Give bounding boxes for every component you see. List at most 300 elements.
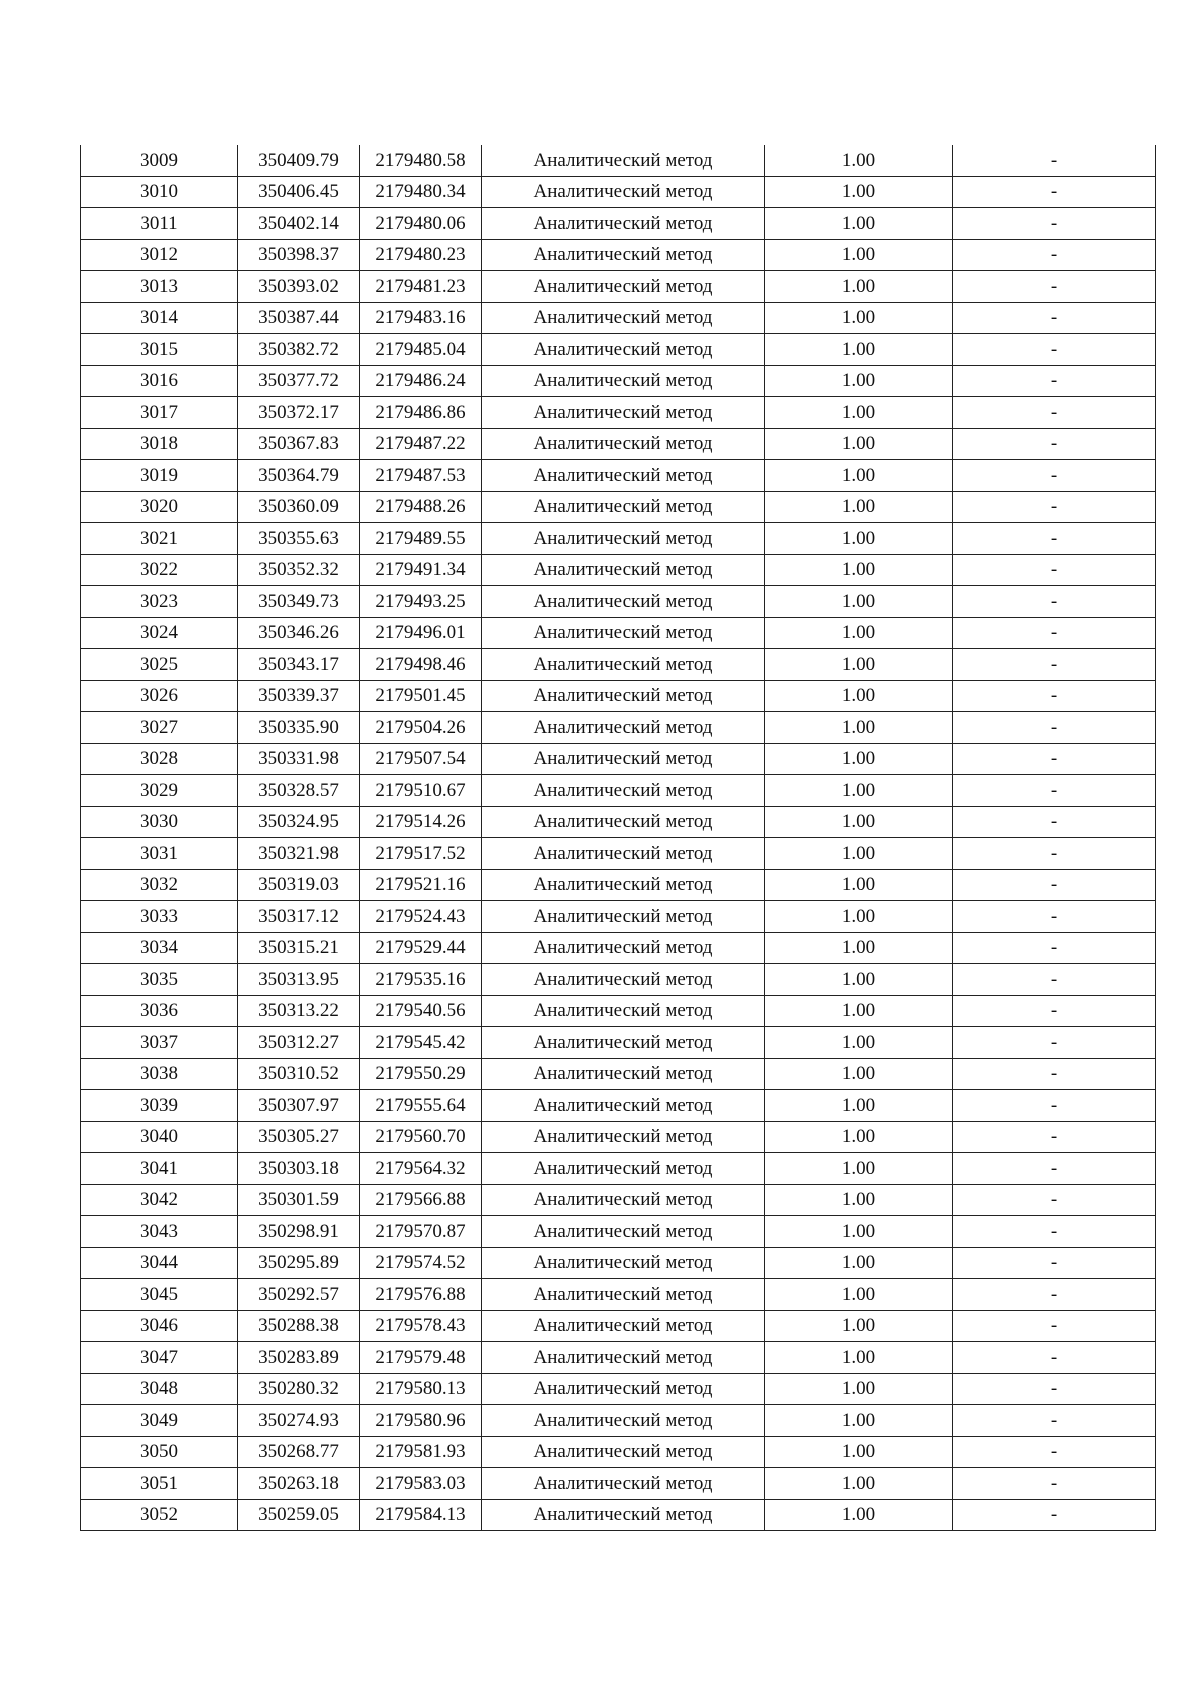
method-cell: Аналитический метод (482, 680, 765, 712)
y-coordinate-cell: 2179574.52 (360, 1247, 482, 1279)
note-cell: - (953, 271, 1156, 303)
table-row (81, 554, 1156, 586)
table-row (81, 838, 1156, 870)
y-coordinate-cell: 2179489.55 (360, 523, 482, 555)
y-coordinate-cell: 2179579.48 (360, 1342, 482, 1374)
table-row (81, 680, 1156, 712)
point-number-cell: 3039 (81, 1090, 238, 1122)
table-row (81, 491, 1156, 523)
method-cell: Аналитический метод (482, 302, 765, 334)
point-number-cell: 3032 (81, 869, 238, 901)
accuracy-cell: 1.00 (765, 712, 953, 744)
accuracy-cell: 1.00 (765, 1499, 953, 1531)
point-number-cell: 3029 (81, 775, 238, 807)
point-number-cell: 3030 (81, 806, 238, 838)
x-coordinate-cell: 350339.37 (238, 680, 360, 712)
table-row (81, 1153, 1156, 1185)
method-cell: Аналитический метод (482, 964, 765, 996)
method-cell: Аналитический метод (482, 1153, 765, 1185)
method-cell: Аналитический метод (482, 1342, 765, 1374)
note-cell: - (953, 397, 1156, 429)
y-coordinate-cell: 2179498.46 (360, 649, 482, 681)
y-coordinate-cell: 2179485.04 (360, 334, 482, 366)
note-cell: - (953, 586, 1156, 618)
point-number-cell: 3047 (81, 1342, 238, 1374)
y-coordinate-cell: 2179521.16 (360, 869, 482, 901)
y-coordinate-cell: 2179580.13 (360, 1373, 482, 1405)
method-cell: Аналитический метод (482, 145, 765, 176)
accuracy-cell: 1.00 (765, 1184, 953, 1216)
y-coordinate-cell: 2179491.34 (360, 554, 482, 586)
table-row (81, 1027, 1156, 1059)
table-row (81, 271, 1156, 303)
table-row (81, 1058, 1156, 1090)
method-cell: Аналитический метод (482, 176, 765, 208)
point-number-cell: 3031 (81, 838, 238, 870)
x-coordinate-cell: 350312.27 (238, 1027, 360, 1059)
table-row (81, 1468, 1156, 1500)
y-coordinate-cell: 2179540.56 (360, 995, 482, 1027)
accuracy-cell: 1.00 (765, 869, 953, 901)
x-coordinate-cell: 350307.97 (238, 1090, 360, 1122)
table-row (81, 1216, 1156, 1248)
y-coordinate-cell: 2179480.58 (360, 145, 482, 176)
table-row (81, 1121, 1156, 1153)
method-cell: Аналитический метод (482, 460, 765, 492)
x-coordinate-cell: 350324.95 (238, 806, 360, 838)
note-cell: - (953, 1405, 1156, 1437)
note-cell: - (953, 302, 1156, 334)
method-cell: Аналитический метод (482, 649, 765, 681)
note-cell: - (953, 712, 1156, 744)
y-coordinate-cell: 2179555.64 (360, 1090, 482, 1122)
table-row (81, 869, 1156, 901)
accuracy-cell: 1.00 (765, 1247, 953, 1279)
table-row (81, 806, 1156, 838)
x-coordinate-cell: 350367.83 (238, 428, 360, 460)
method-cell: Аналитический метод (482, 334, 765, 366)
x-coordinate-cell: 350298.91 (238, 1216, 360, 1248)
accuracy-cell: 1.00 (765, 1058, 953, 1090)
y-coordinate-cell: 2179564.32 (360, 1153, 482, 1185)
note-cell: - (953, 1499, 1156, 1531)
x-coordinate-cell: 350303.18 (238, 1153, 360, 1185)
note-cell: - (953, 1310, 1156, 1342)
note-cell: - (953, 334, 1156, 366)
accuracy-cell: 1.00 (765, 1342, 953, 1374)
note-cell: - (953, 838, 1156, 870)
accuracy-cell: 1.00 (765, 1153, 953, 1185)
table-row (81, 523, 1156, 555)
note-cell: - (953, 1090, 1156, 1122)
x-coordinate-cell: 350315.21 (238, 932, 360, 964)
point-number-cell: 3027 (81, 712, 238, 744)
method-cell: Аналитический метод (482, 554, 765, 586)
accuracy-cell: 1.00 (765, 995, 953, 1027)
point-number-cell: 3052 (81, 1499, 238, 1531)
point-number-cell: 3044 (81, 1247, 238, 1279)
accuracy-cell: 1.00 (765, 397, 953, 429)
accuracy-cell: 1.00 (765, 208, 953, 240)
note-cell: - (953, 1342, 1156, 1374)
note-cell: - (953, 649, 1156, 681)
method-cell: Аналитический метод (482, 806, 765, 838)
y-coordinate-cell: 2179486.24 (360, 365, 482, 397)
y-coordinate-cell: 2179507.54 (360, 743, 482, 775)
accuracy-cell: 1.00 (765, 1310, 953, 1342)
x-coordinate-cell: 350283.89 (238, 1342, 360, 1374)
accuracy-cell: 1.00 (765, 428, 953, 460)
point-number-cell: 3049 (81, 1405, 238, 1437)
x-coordinate-cell: 350274.93 (238, 1405, 360, 1437)
x-coordinate-cell: 350352.32 (238, 554, 360, 586)
method-cell: Аналитический метод (482, 239, 765, 271)
accuracy-cell: 1.00 (765, 145, 953, 176)
note-cell: - (953, 964, 1156, 996)
x-coordinate-cell: 350402.14 (238, 208, 360, 240)
method-cell: Аналитический метод (482, 428, 765, 460)
accuracy-cell: 1.00 (765, 176, 953, 208)
table-row (81, 302, 1156, 334)
x-coordinate-cell: 350328.57 (238, 775, 360, 807)
accuracy-cell: 1.00 (765, 586, 953, 618)
method-cell: Аналитический метод (482, 1279, 765, 1311)
accuracy-cell: 1.00 (765, 932, 953, 964)
note-cell: - (953, 1058, 1156, 1090)
method-cell: Аналитический метод (482, 617, 765, 649)
method-cell: Аналитический метод (482, 1468, 765, 1500)
point-number-cell: 3033 (81, 901, 238, 933)
y-coordinate-cell: 2179481.23 (360, 271, 482, 303)
point-number-cell: 3042 (81, 1184, 238, 1216)
x-coordinate-cell: 350335.90 (238, 712, 360, 744)
note-cell: - (953, 208, 1156, 240)
point-number-cell: 3023 (81, 586, 238, 618)
point-number-cell: 3045 (81, 1279, 238, 1311)
coordinates-table (80, 145, 1156, 1531)
note-cell: - (953, 491, 1156, 523)
document-page (80, 145, 1151, 1531)
note-cell: - (953, 1027, 1156, 1059)
point-number-cell: 3035 (81, 964, 238, 996)
note-cell: - (953, 1373, 1156, 1405)
y-coordinate-cell: 2179535.16 (360, 964, 482, 996)
table-row (81, 932, 1156, 964)
method-cell: Аналитический метод (482, 995, 765, 1027)
note-cell: - (953, 428, 1156, 460)
accuracy-cell: 1.00 (765, 1436, 953, 1468)
x-coordinate-cell: 350321.98 (238, 838, 360, 870)
point-number-cell: 3041 (81, 1153, 238, 1185)
note-cell: - (953, 1153, 1156, 1185)
point-number-cell: 3018 (81, 428, 238, 460)
table-row (81, 334, 1156, 366)
note-cell: - (953, 554, 1156, 586)
x-coordinate-cell: 350343.17 (238, 649, 360, 681)
y-coordinate-cell: 2179510.67 (360, 775, 482, 807)
note-cell: - (953, 775, 1156, 807)
y-coordinate-cell: 2179501.45 (360, 680, 482, 712)
method-cell: Аналитический метод (482, 365, 765, 397)
x-coordinate-cell: 350360.09 (238, 491, 360, 523)
x-coordinate-cell: 350406.45 (238, 176, 360, 208)
y-coordinate-cell: 2179524.43 (360, 901, 482, 933)
table-row (81, 239, 1156, 271)
method-cell: Аналитический метод (482, 901, 765, 933)
x-coordinate-cell: 350364.79 (238, 460, 360, 492)
method-cell: Аналитический метод (482, 1436, 765, 1468)
x-coordinate-cell: 350313.95 (238, 964, 360, 996)
table-row (81, 1184, 1156, 1216)
accuracy-cell: 1.00 (765, 775, 953, 807)
table-row (81, 1247, 1156, 1279)
note-cell: - (953, 145, 1156, 176)
x-coordinate-cell: 350377.72 (238, 365, 360, 397)
y-coordinate-cell: 2179566.88 (360, 1184, 482, 1216)
point-number-cell: 3017 (81, 397, 238, 429)
table-row (81, 775, 1156, 807)
table-row (81, 995, 1156, 1027)
accuracy-cell: 1.00 (765, 806, 953, 838)
y-coordinate-cell: 2179583.03 (360, 1468, 482, 1500)
accuracy-cell: 1.00 (765, 743, 953, 775)
method-cell: Аналитический метод (482, 1499, 765, 1531)
point-number-cell: 3034 (81, 932, 238, 964)
method-cell: Аналитический метод (482, 1027, 765, 1059)
x-coordinate-cell: 350317.12 (238, 901, 360, 933)
method-cell: Аналитический метод (482, 271, 765, 303)
accuracy-cell: 1.00 (765, 617, 953, 649)
note-cell: - (953, 1436, 1156, 1468)
accuracy-cell: 1.00 (765, 649, 953, 681)
method-cell: Аналитический метод (482, 743, 765, 775)
x-coordinate-cell: 350301.59 (238, 1184, 360, 1216)
x-coordinate-cell: 350398.37 (238, 239, 360, 271)
x-coordinate-cell: 350355.63 (238, 523, 360, 555)
table-row (81, 649, 1156, 681)
point-number-cell: 3025 (81, 649, 238, 681)
accuracy-cell: 1.00 (765, 1279, 953, 1311)
point-number-cell: 3015 (81, 334, 238, 366)
x-coordinate-cell: 350382.72 (238, 334, 360, 366)
note-cell: - (953, 995, 1156, 1027)
method-cell: Аналитический метод (482, 208, 765, 240)
accuracy-cell: 1.00 (765, 460, 953, 492)
method-cell: Аналитический метод (482, 1216, 765, 1248)
table-row (81, 1373, 1156, 1405)
point-number-cell: 3019 (81, 460, 238, 492)
table-row (81, 1342, 1156, 1374)
coordinates-table-body (81, 145, 1156, 1531)
table-row (81, 397, 1156, 429)
point-number-cell: 3022 (81, 554, 238, 586)
note-cell: - (953, 932, 1156, 964)
y-coordinate-cell: 2179578.43 (360, 1310, 482, 1342)
method-cell: Аналитический метод (482, 1310, 765, 1342)
note-cell: - (953, 1247, 1156, 1279)
accuracy-cell: 1.00 (765, 1121, 953, 1153)
point-number-cell: 3048 (81, 1373, 238, 1405)
accuracy-cell: 1.00 (765, 1090, 953, 1122)
point-number-cell: 3043 (81, 1216, 238, 1248)
point-number-cell: 3038 (81, 1058, 238, 1090)
x-coordinate-cell: 350387.44 (238, 302, 360, 334)
y-coordinate-cell: 2179496.01 (360, 617, 482, 649)
y-coordinate-cell: 2179483.16 (360, 302, 482, 334)
point-number-cell: 3012 (81, 239, 238, 271)
method-cell: Аналитический метод (482, 1184, 765, 1216)
y-coordinate-cell: 2179493.25 (360, 586, 482, 618)
accuracy-cell: 1.00 (765, 271, 953, 303)
table-row (81, 743, 1156, 775)
method-cell: Аналитический метод (482, 932, 765, 964)
point-number-cell: 3040 (81, 1121, 238, 1153)
x-coordinate-cell: 350288.38 (238, 1310, 360, 1342)
accuracy-cell: 1.00 (765, 901, 953, 933)
x-coordinate-cell: 350346.26 (238, 617, 360, 649)
table-row (81, 1436, 1156, 1468)
table-row (81, 617, 1156, 649)
x-coordinate-cell: 350372.17 (238, 397, 360, 429)
note-cell: - (953, 365, 1156, 397)
note-cell: - (953, 460, 1156, 492)
x-coordinate-cell: 350393.02 (238, 271, 360, 303)
x-coordinate-cell: 350313.22 (238, 995, 360, 1027)
y-coordinate-cell: 2179545.42 (360, 1027, 482, 1059)
x-coordinate-cell: 350295.89 (238, 1247, 360, 1279)
point-number-cell: 3051 (81, 1468, 238, 1500)
accuracy-cell: 1.00 (765, 554, 953, 586)
note-cell: - (953, 806, 1156, 838)
method-cell: Аналитический метод (482, 1373, 765, 1405)
method-cell: Аналитический метод (482, 712, 765, 744)
point-number-cell: 3050 (81, 1436, 238, 1468)
method-cell: Аналитический метод (482, 869, 765, 901)
y-coordinate-cell: 2179584.13 (360, 1499, 482, 1531)
accuracy-cell: 1.00 (765, 1468, 953, 1500)
point-number-cell: 3013 (81, 271, 238, 303)
x-coordinate-cell: 350292.57 (238, 1279, 360, 1311)
table-row (81, 1310, 1156, 1342)
y-coordinate-cell: 2179581.93 (360, 1436, 482, 1468)
method-cell: Аналитический метод (482, 1405, 765, 1437)
point-number-cell: 3024 (81, 617, 238, 649)
method-cell: Аналитический метод (482, 586, 765, 618)
x-coordinate-cell: 350259.05 (238, 1499, 360, 1531)
y-coordinate-cell: 2179480.06 (360, 208, 482, 240)
y-coordinate-cell: 2179517.52 (360, 838, 482, 870)
x-coordinate-cell: 350409.79 (238, 145, 360, 176)
point-number-cell: 3011 (81, 208, 238, 240)
accuracy-cell: 1.00 (765, 365, 953, 397)
method-cell: Аналитический метод (482, 838, 765, 870)
method-cell: Аналитический метод (482, 775, 765, 807)
note-cell: - (953, 1216, 1156, 1248)
note-cell: - (953, 743, 1156, 775)
table-row (81, 208, 1156, 240)
accuracy-cell: 1.00 (765, 964, 953, 996)
method-cell: Аналитический метод (482, 1058, 765, 1090)
y-coordinate-cell: 2179487.22 (360, 428, 482, 460)
x-coordinate-cell: 350280.32 (238, 1373, 360, 1405)
method-cell: Аналитический метод (482, 1090, 765, 1122)
y-coordinate-cell: 2179480.34 (360, 176, 482, 208)
y-coordinate-cell: 2179550.29 (360, 1058, 482, 1090)
point-number-cell: 3010 (81, 176, 238, 208)
point-number-cell: 3014 (81, 302, 238, 334)
table-row (81, 1090, 1156, 1122)
y-coordinate-cell: 2179487.53 (360, 460, 482, 492)
table-row (81, 428, 1156, 460)
y-coordinate-cell: 2179560.70 (360, 1121, 482, 1153)
note-cell: - (953, 1121, 1156, 1153)
note-cell: - (953, 176, 1156, 208)
y-coordinate-cell: 2179570.87 (360, 1216, 482, 1248)
x-coordinate-cell: 350310.52 (238, 1058, 360, 1090)
x-coordinate-cell: 350263.18 (238, 1468, 360, 1500)
table-row (81, 964, 1156, 996)
x-coordinate-cell: 350268.77 (238, 1436, 360, 1468)
note-cell: - (953, 1468, 1156, 1500)
point-number-cell: 3037 (81, 1027, 238, 1059)
method-cell: Аналитический метод (482, 397, 765, 429)
table-row (81, 460, 1156, 492)
note-cell: - (953, 680, 1156, 712)
table-row (81, 901, 1156, 933)
accuracy-cell: 1.00 (765, 1027, 953, 1059)
point-number-cell: 3021 (81, 523, 238, 555)
point-number-cell: 3028 (81, 743, 238, 775)
accuracy-cell: 1.00 (765, 523, 953, 555)
note-cell: - (953, 869, 1156, 901)
y-coordinate-cell: 2179488.26 (360, 491, 482, 523)
point-number-cell: 3009 (81, 145, 238, 176)
accuracy-cell: 1.00 (765, 1216, 953, 1248)
table-row (81, 365, 1156, 397)
x-coordinate-cell: 350305.27 (238, 1121, 360, 1153)
note-cell: - (953, 617, 1156, 649)
table-row (81, 1279, 1156, 1311)
point-number-cell: 3046 (81, 1310, 238, 1342)
accuracy-cell: 1.00 (765, 1373, 953, 1405)
accuracy-cell: 1.00 (765, 838, 953, 870)
point-number-cell: 3036 (81, 995, 238, 1027)
accuracy-cell: 1.00 (765, 334, 953, 366)
point-number-cell: 3020 (81, 491, 238, 523)
table-row (81, 176, 1156, 208)
y-coordinate-cell: 2179580.96 (360, 1405, 482, 1437)
table-row (81, 586, 1156, 618)
note-cell: - (953, 901, 1156, 933)
table-row (81, 1405, 1156, 1437)
note-cell: - (953, 1279, 1156, 1311)
accuracy-cell: 1.00 (765, 239, 953, 271)
y-coordinate-cell: 2179529.44 (360, 932, 482, 964)
table-row (81, 712, 1156, 744)
method-cell: Аналитический метод (482, 1247, 765, 1279)
method-cell: Аналитический метод (482, 523, 765, 555)
note-cell: - (953, 523, 1156, 555)
accuracy-cell: 1.00 (765, 680, 953, 712)
note-cell: - (953, 239, 1156, 271)
table-row (81, 1499, 1156, 1531)
note-cell: - (953, 1184, 1156, 1216)
y-coordinate-cell: 2179480.23 (360, 239, 482, 271)
x-coordinate-cell: 350319.03 (238, 869, 360, 901)
y-coordinate-cell: 2179504.26 (360, 712, 482, 744)
x-coordinate-cell: 350331.98 (238, 743, 360, 775)
accuracy-cell: 1.00 (765, 302, 953, 334)
